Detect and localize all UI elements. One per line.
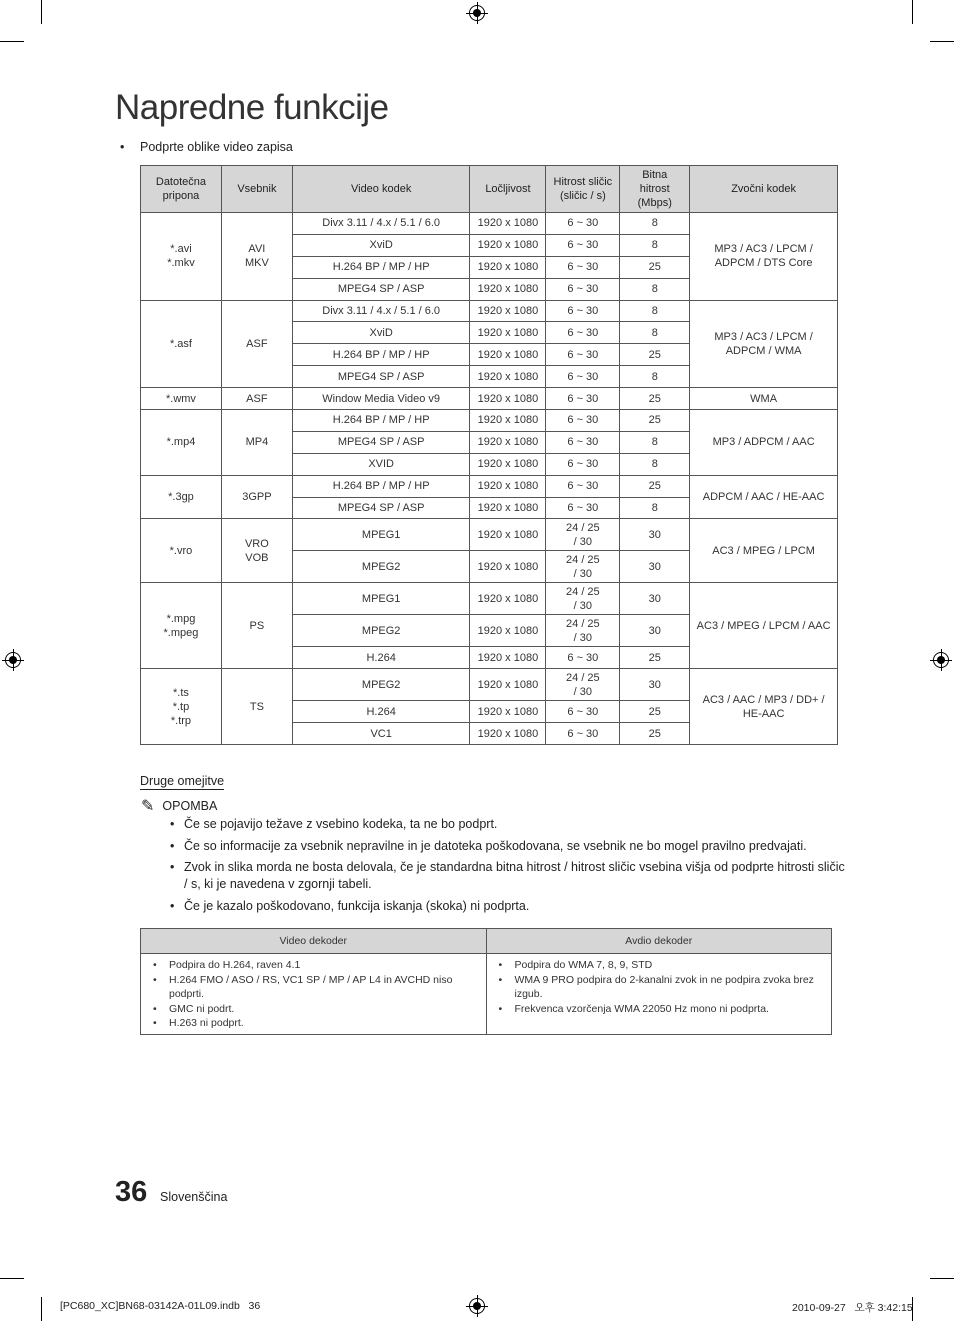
bitrate-cell: 25 xyxy=(620,475,690,497)
audio-codec-cell: AC3 / MPEG / LPCM xyxy=(690,519,838,583)
table-row xyxy=(141,519,838,551)
audio-codec-cell: AC3 / AAC / MP3 / DD+ / HE-AAC xyxy=(690,669,838,745)
audio-decoder-header: Avdio dekoder xyxy=(486,929,832,954)
bitrate-cell: 8 xyxy=(620,300,690,322)
column-header: Zvočni kodek xyxy=(690,166,838,213)
bitrate-cell: 8 xyxy=(620,278,690,300)
frame-rate-cell: 6 ~ 30 xyxy=(546,234,620,256)
column-header: Video kodek xyxy=(292,166,470,213)
video-codec-cell: VC1 xyxy=(292,723,470,745)
resolution-cell: 1920 x 1080 xyxy=(470,431,546,453)
frame-rate-cell: 24 / 25 / 30 xyxy=(546,551,620,583)
audio-codec-cell: AC3 / MPEG / LPCM / AAC xyxy=(690,583,838,669)
video-decoder-item: • H.264 FMO / ASO / RS, VC1 SP / MP / AP L4 in AVCHD niso podprti. xyxy=(147,973,480,1002)
table-row xyxy=(141,583,838,615)
bitrate-cell: 25 xyxy=(620,410,690,432)
page-number: 36 xyxy=(115,1176,148,1208)
video-codec-cell: XviD xyxy=(292,234,470,256)
crop-mark xyxy=(930,41,954,42)
video-codec-cell: MPEG1 xyxy=(292,583,470,615)
resolution-cell: 1920 x 1080 xyxy=(470,256,546,278)
note-item: • Če se pojavijo težave z vsebino kodeka, ta ne bo podprt. xyxy=(170,816,850,833)
resolution-cell: 1920 x 1080 xyxy=(470,615,546,647)
column-header: Vsebnik xyxy=(221,166,292,213)
container-cell: VRO VOB xyxy=(221,519,292,583)
resolution-cell: 1920 x 1080 xyxy=(470,366,546,388)
resolution-cell: 1920 x 1080 xyxy=(470,388,546,410)
bitrate-cell: 30 xyxy=(620,615,690,647)
note-item: • Zvok in slika morda ne bosta delovala, če je standardna bitna hitrost / hitrost sličic vsebina višja od podprte hitrosti sličic / s, ki je navedena v zgornji tabeli. xyxy=(170,859,850,893)
table-row xyxy=(141,475,838,497)
bitrate-cell: 25 xyxy=(620,701,690,723)
table-row xyxy=(141,213,838,235)
bitrate-cell: 25 xyxy=(620,256,690,278)
table-row xyxy=(141,300,838,322)
column-header: Datotečna pripona xyxy=(141,166,222,213)
language-label: Slovenščina xyxy=(160,1190,228,1204)
bitrate-cell: 8 xyxy=(620,497,690,519)
crop-mark xyxy=(930,1278,954,1279)
frame-rate-cell: 6 ~ 30 xyxy=(546,723,620,745)
video-codec-cell: XVID xyxy=(292,453,470,475)
extension-cell: *.avi *.mkv xyxy=(141,213,222,301)
video-codec-cell: Divx 3.11 / 4.x / 5.1 / 6.0 xyxy=(292,213,470,235)
crop-mark xyxy=(912,0,913,24)
extension-cell: *.asf xyxy=(141,300,222,388)
video-codec-cell: MPEG4 SP / ASP xyxy=(292,366,470,388)
frame-rate-cell: 6 ~ 30 xyxy=(546,278,620,300)
bitrate-cell: 30 xyxy=(620,583,690,615)
video-codec-cell: MPEG2 xyxy=(292,669,470,701)
audio-decoder-cell xyxy=(486,954,832,1035)
container-cell: MP4 xyxy=(221,410,292,476)
crop-mark xyxy=(0,41,24,42)
audio-decoder-item: • Podpira do WMA 7, 8, 9, STD xyxy=(493,958,826,973)
resolution-cell: 1920 x 1080 xyxy=(470,278,546,300)
audio-codec-cell: MP3 / ADPCM / AAC xyxy=(690,410,838,476)
footer-timestamp: 2010-09-27 오후 3:42:15 xyxy=(792,1302,913,1314)
audio-codec-cell: MP3 / AC3 / LPCM / ADPCM / WMA xyxy=(690,300,838,388)
video-codec-cell: H.264 xyxy=(292,701,470,723)
resolution-cell: 1920 x 1080 xyxy=(470,322,546,344)
container-cell: ASF xyxy=(221,388,292,410)
frame-rate-cell: 6 ~ 30 xyxy=(546,300,620,322)
table-row xyxy=(141,388,838,410)
video-decoder-item: • GMC ni podrt. xyxy=(147,1002,480,1017)
frame-rate-cell: 6 ~ 30 xyxy=(546,647,620,669)
bitrate-cell: 25 xyxy=(620,388,690,410)
video-codec-cell: Window Media Video v9 xyxy=(292,388,470,410)
bitrate-cell: 25 xyxy=(620,723,690,745)
table-row xyxy=(141,669,838,701)
resolution-cell: 1920 x 1080 xyxy=(470,410,546,432)
video-codec-cell: H.264 BP / MP / HP xyxy=(292,256,470,278)
extension-cell: *.wmv xyxy=(141,388,222,410)
resolution-cell: 1920 x 1080 xyxy=(470,701,546,723)
container-cell: 3GPP xyxy=(221,475,292,519)
video-decoder-header: Video dekoder xyxy=(141,929,487,954)
frame-rate-cell: 24 / 25 / 30 xyxy=(546,669,620,701)
video-codec-cell: MPEG4 SP / ASP xyxy=(292,278,470,300)
container-cell: PS xyxy=(221,583,292,669)
frame-rate-cell: 6 ~ 30 xyxy=(546,322,620,344)
video-decoder-cell xyxy=(141,954,487,1035)
registration-mark-icon xyxy=(933,652,949,668)
extension-cell: *.mp4 xyxy=(141,410,222,476)
column-header: Ločljivost xyxy=(470,166,546,213)
audio-decoder-item: • Frekvenca vzorčenja WMA 22050 Hz mono ni podprta. xyxy=(493,1002,826,1017)
note-label-text: OPOMBA xyxy=(162,799,218,813)
frame-rate-cell: 6 ~ 30 xyxy=(546,701,620,723)
registration-mark-icon xyxy=(5,652,21,668)
frame-rate-cell: 24 / 25 / 30 xyxy=(546,519,620,551)
bitrate-cell: 25 xyxy=(620,344,690,366)
resolution-cell: 1920 x 1080 xyxy=(470,669,546,701)
resolution-cell: 1920 x 1080 xyxy=(470,234,546,256)
frame-rate-cell: 6 ~ 30 xyxy=(546,410,620,432)
resolution-cell: 1920 x 1080 xyxy=(470,551,546,583)
video-codec-cell: MPEG1 xyxy=(292,519,470,551)
table-body xyxy=(141,213,838,745)
frame-rate-cell: 24 / 25 / 30 xyxy=(546,615,620,647)
audio-decoder-list xyxy=(493,958,826,1016)
resolution-cell: 1920 x 1080 xyxy=(470,300,546,322)
page-title: Napredne funkcije xyxy=(115,88,389,127)
frame-rate-cell: 6 ~ 30 xyxy=(546,453,620,475)
video-codec-cell: MPEG2 xyxy=(292,615,470,647)
resolution-cell: 1920 x 1080 xyxy=(470,213,546,235)
bitrate-cell: 30 xyxy=(620,669,690,701)
extension-cell: *.vro xyxy=(141,519,222,583)
other-limits-heading: Druge omejitve xyxy=(140,774,225,788)
extension-cell: *.mpg *.mpeg xyxy=(141,583,222,669)
video-decoder-list xyxy=(147,958,480,1031)
footer-file-info: [PC680_XC]BN68-03142A-01L09.indb 36 xyxy=(60,1300,261,1312)
frame-rate-cell: 6 ~ 30 xyxy=(546,475,620,497)
bitrate-cell: 30 xyxy=(620,551,690,583)
frame-rate-cell: 6 ~ 30 xyxy=(546,388,620,410)
note-item: • Če so informacije za vsebnik nepravilne in je datoteka poškodovana, se vsebnik ne bo mogel pravilno predvajati. xyxy=(170,838,850,855)
pencil-icon: ✎ xyxy=(141,798,155,815)
audio-codec-cell: MP3 / AC3 / LPCM / ADPCM / DTS Core xyxy=(690,213,838,301)
resolution-cell: 1920 x 1080 xyxy=(470,723,546,745)
bitrate-cell: 8 xyxy=(620,453,690,475)
resolution-cell: 1920 x 1080 xyxy=(470,475,546,497)
bitrate-cell: 8 xyxy=(620,366,690,388)
resolution-cell: 1920 x 1080 xyxy=(470,647,546,669)
frame-rate-cell: 6 ~ 30 xyxy=(546,431,620,453)
frame-rate-cell: 6 ~ 30 xyxy=(546,344,620,366)
table-header-row xyxy=(141,166,838,213)
video-codec-cell: Divx 3.11 / 4.x / 5.1 / 6.0 xyxy=(292,300,470,322)
video-codec-cell: H.264 xyxy=(292,647,470,669)
audio-codec-cell: ADPCM / AAC / HE-AAC xyxy=(690,475,838,519)
resolution-cell: 1920 x 1080 xyxy=(470,583,546,615)
table-row xyxy=(141,410,838,432)
bitrate-cell: 8 xyxy=(620,213,690,235)
container-cell: AVI MKV xyxy=(221,213,292,301)
resolution-cell: 1920 x 1080 xyxy=(470,453,546,475)
intro-bullet-text: Podprte oblike video zapisa xyxy=(140,140,293,154)
resolution-cell: 1920 x 1080 xyxy=(470,519,546,551)
video-codec-cell: MPEG4 SP / ASP xyxy=(292,497,470,519)
crop-mark xyxy=(0,1278,24,1279)
video-codec-cell: XviD xyxy=(292,322,470,344)
video-decoder-item: • H.263 ni podprt. xyxy=(147,1016,480,1031)
frame-rate-cell: 24 / 25 / 30 xyxy=(546,583,620,615)
extension-cell: *.ts *.tp *.trp xyxy=(141,669,222,745)
bitrate-cell: 25 xyxy=(620,647,690,669)
video-decoder-item: • Podpira do H.264, raven 4.1 xyxy=(147,958,480,973)
note-label xyxy=(141,795,217,815)
resolution-cell: 1920 x 1080 xyxy=(470,344,546,366)
registration-mark-icon xyxy=(469,1298,485,1314)
video-codec-cell: MPEG2 xyxy=(292,551,470,583)
bitrate-cell: 8 xyxy=(620,431,690,453)
video-codec-cell: H.264 BP / MP / HP xyxy=(292,475,470,497)
bitrate-cell: 8 xyxy=(620,322,690,344)
bitrate-cell: 8 xyxy=(620,234,690,256)
audio-codec-cell: WMA xyxy=(690,388,838,410)
crop-mark xyxy=(41,0,42,24)
video-codec-cell: MPEG4 SP / ASP xyxy=(292,431,470,453)
note-item: • Če je kazalo poškodovano, funkcija iskanja (skoka) ni podprta. xyxy=(170,898,850,915)
notes-list xyxy=(170,816,850,919)
column-header: Hitrost sličic (sličic / s) xyxy=(546,166,620,213)
frame-rate-cell: 6 ~ 30 xyxy=(546,497,620,519)
column-header: Bitna hitrost (Mbps) xyxy=(620,166,690,213)
decoder-table xyxy=(140,928,832,1035)
container-cell: TS xyxy=(221,669,292,745)
resolution-cell: 1920 x 1080 xyxy=(470,497,546,519)
frame-rate-cell: 6 ~ 30 xyxy=(546,256,620,278)
frame-rate-cell: 6 ~ 30 xyxy=(546,213,620,235)
intro-bullet: • Podprte oblike video zapisa xyxy=(120,140,293,154)
container-cell: ASF xyxy=(221,300,292,388)
registration-mark-icon xyxy=(469,5,485,21)
video-codec-cell: H.264 BP / MP / HP xyxy=(292,344,470,366)
crop-mark xyxy=(41,1297,42,1321)
bitrate-cell: 30 xyxy=(620,519,690,551)
extension-cell: *.3gp xyxy=(141,475,222,519)
frame-rate-cell: 6 ~ 30 xyxy=(546,366,620,388)
video-codec-cell: H.264 BP / MP / HP xyxy=(292,410,470,432)
video-format-table xyxy=(140,165,838,745)
audio-decoder-item: • WMA 9 PRO podpira do 2-kanalni zvok in ne podpira zvoka brez izgub. xyxy=(493,973,826,1002)
